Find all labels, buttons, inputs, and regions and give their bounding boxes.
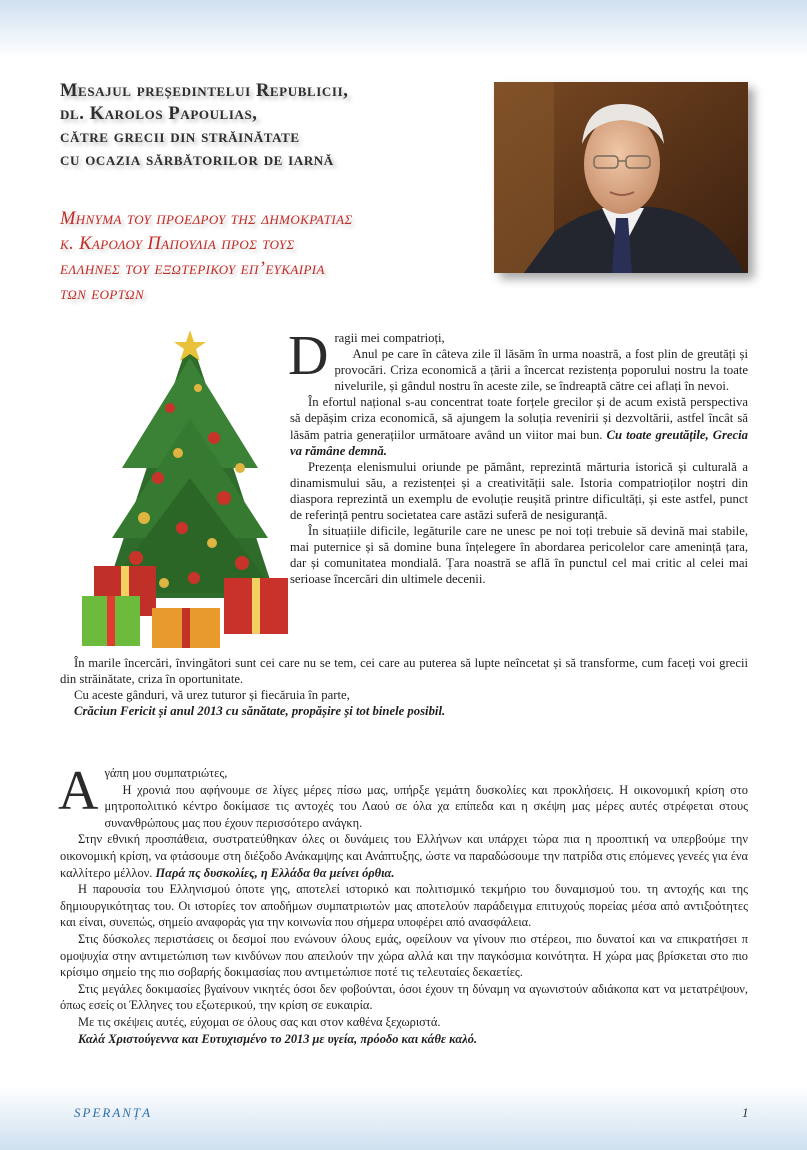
romanian-paragraph: Prezența elenismului oriunde pe pământ, reprezintă mărturia istorică și culturală a dinamismului său, a rezistenței și a creativității sale. Istoria compatrioților noștri din diaspora reprezintă un exemplu de evoluție reușită printre dificultăți, și este astfel, punct de referință pentru societatea care astăzi suferă de nesiguranță. [290, 459, 748, 523]
title-ro-line: dl. Karolos Papoulias, [60, 104, 258, 124]
romanian-paragraph-text: În efortul național s-au concentrat toate forțele grecilor și de acum există perspectiva să depășim criza economică, să ajungem la soluția revenirii și dezvoltării, astfel încât să lăsăm patria generațiilor următoare având un viitor mai bun. [290, 395, 748, 442]
greek-emphasis: Παρά πς δυσκολίες, η Ελλάδα θα μείνει όρθια. [155, 865, 395, 880]
title-gr-line: Μηνυμα του προεδρου της δημοκρατιας [60, 209, 353, 229]
greek-paragraph: Στις μεγάλες δοκιμασίες βγαίνουν νικητές όσοι δεν φοβούνται, όσοι έχουν τη δύναμη να αγωνιστούν αδιάκοπα κατ να μετατρέψουν, όπως εσείς οι Έλληνες του εξωτερικού, την κρίση σε ευκαιρία. [60, 981, 748, 1013]
romanian-dropcap: D [288, 325, 329, 387]
title-greek [60, 207, 480, 307]
romanian-paragraph: Anul pe care în câteva zile îl lăsăm în urma noastră, a fost plin de greutăți și provocări. Criza economică a țării a încercat rezistența poporului nostru la toate nivelurile, și gândul nostru în aceste zile, se îndreaptă către cei aflați în nevoi. [334, 347, 748, 394]
greek-message [58, 760, 748, 1047]
greek-paragraph: Η παρουσία του Ελληνισμού όποτε γης, αποτελεί ιστορικό και πολιτισμικό τεκμήριο του δυναμισμού του. τη αντοχής και της δημιουργικότητας του. Οι ιστορίες τον αποδήμων συμπατριωτών μας αποτελούν παράδειγμα επιτυχούς πορείας μέσα από αντιξοότητες και είναι, συνεπώς, σημείο αναφοράς για την κοινωνία που σήμερα υποφέρει από ανασφάλεια. [60, 882, 748, 930]
page-number: 1 [742, 1105, 749, 1120]
christmas-tree-image [74, 328, 306, 650]
greek-greeting: γάπη μου συμπατριώτες, [104, 766, 228, 780]
greek-closing: Καλά Χριστούγεννα και Ευτυχισμένο το 2013 με υγεία, πρόοδο και κάθε καλό. [78, 1031, 478, 1046]
romanian-paragraph: Cu aceste gânduri, vă urez tuturor și fiecăruia în parte, [74, 688, 350, 703]
title-ro-line: Mesajul președintelui Republicii, [60, 81, 349, 101]
greek-paragraph [60, 831, 748, 881]
romanian-message [288, 325, 749, 588]
title-gr-line: των εορτων [60, 284, 145, 304]
title-gr-line: ελληνες του εξωτερικου επ’ευκαιρια [60, 259, 325, 279]
title-gr-line: κ. Καρολου Παπουλια προς τους [60, 234, 295, 254]
romanian-paragraph: În marile încercări, învingători sunt cei care nu se tem, cei care au puterea să lupte neîncetat și să transforme, cum faceți voi grecii din străinătate, criza în oportunitate. [60, 656, 748, 687]
romanian-emphasis: Cu toate greutățile, Grecia va rămâne demnă. [290, 427, 749, 458]
romanian-paragraph [290, 394, 748, 458]
greek-paragraph-text: Στην εθνική προσπάθεια, συστρατεύθηκαν όλες οι δυνάμεις του Ελλήνων και υπάρχει τώρα πια η προοπτική να υπερβούμε την οικονομική κρίση, να φτάσουμε στη διέξοδο Ανάκαμψης και Ανάπτυξης, ώστε να παραδώσουμε την πατρίδα στις επόμενες γενεές για ένα καλλίτερο μέλλον. [60, 832, 748, 880]
title-romanian [60, 80, 480, 172]
romanian-paragraph: În situațiile dificile, legăturile care ne unesc pe noi toți trebuie să devină mai stabile, mai puternice și să domine buna înțelegere în abordarea pericolelor care amenință țara, dar și comunitatea mondială. Țara noastră se află în punctul cel mai critic al celei mai serioase încercări din ultimele decenii. [290, 524, 748, 587]
greek-paragraph: Με τις σκέψεις αυτές, εύχομαι σε όλους σας και στον καθένα ξεχωριστά. [78, 1014, 441, 1029]
top-gradient-band [0, 0, 807, 58]
romanian-closing: Crăciun Fericit și anul 2013 cu sănătate, propășire și tot binele posibil. [74, 704, 446, 719]
greek-paragraph: Η χρονιά που αφήνουμε σε λίγες μέρες πίσω μας, υπήρξε γεμάτη δυσκολίες και προκλήσεις. Η οικονομική κρίση στο μητροπολιτικό κέντρο δοκίμασε τις αντοχές του Λαού σε όλα χα επίπεδα και η σκέψη μας μέρες αυτές στρέφεται στους συνανθρώπους μας που έχουν περισσότερο ανάγκη. [104, 782, 748, 830]
publication-name: SPERANȚA [74, 1105, 153, 1120]
president-portrait-photo [494, 82, 748, 273]
greek-paragraph: Στις δύσκολες περιστάσεις οι δεσμοί που ενώνουν όλους εμάς, οφείλουν να γίνουν πιο στέρεοι, πιο δυνατοί και να επικρατήσει π ομοψυχία στην αντιμετώπιση των κινδύνων που απειλούν την χώρα αλλά και την παγκόσμια κοινότητα. Η χώρα μας βρίσκεται στο πιο κρίσιμο σημείο της πιο σοβαρής δοκιμασίας που αντιμετώπισε ποτέ τις τελευταίες δεκαετίες. [60, 931, 748, 980]
title-ro-line: către grecii din străinătate [60, 127, 300, 147]
romanian-message-ending [60, 655, 748, 719]
romanian-greeting: ragii mei compatrioți, [334, 331, 445, 345]
greek-dropcap: Α [58, 760, 99, 822]
title-ro-line: cu ocazia sărbătorilor de iarnă [60, 150, 334, 170]
